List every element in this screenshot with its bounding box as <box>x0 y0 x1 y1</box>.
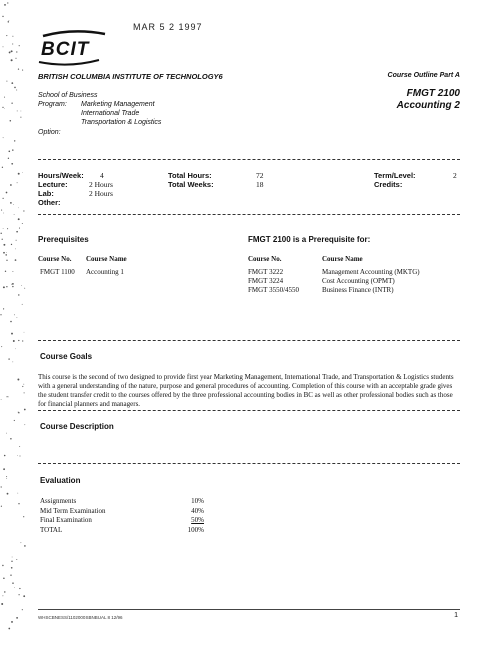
scan-speck <box>12 557 13 558</box>
evaluation-labels <box>40 497 105 535</box>
scan-speck <box>20 117 21 118</box>
eval-label-3: Final Examination <box>40 516 92 524</box>
scan-speck <box>1 346 2 347</box>
scan-speck <box>14 587 15 588</box>
scan-speck <box>6 433 7 434</box>
divider <box>38 214 460 215</box>
scan-speck <box>11 284 12 285</box>
scan-speck <box>11 50 13 52</box>
scan-speck <box>0 233 1 234</box>
credits-label: Credits: <box>374 180 403 189</box>
scan-speck <box>13 340 15 342</box>
scan-speck <box>1 486 2 487</box>
prereq-for-name-3: Business Finance (INTR) <box>322 286 394 294</box>
lab-value: 2 Hours <box>89 189 113 198</box>
scan-speck <box>18 218 20 220</box>
prereq-for-heading: FMGT 2100 is a Prerequisite for: <box>248 235 371 244</box>
scan-speck <box>21 285 22 286</box>
prereq-row-name: Accounting 1 <box>86 268 124 276</box>
scan-speck <box>8 628 10 630</box>
scan-speck <box>8 397 9 398</box>
scan-speck <box>6 35 7 36</box>
scan-speck <box>18 294 19 295</box>
scan-speck <box>3 198 4 199</box>
scan-speck <box>11 82 13 84</box>
hours-week: 4 <box>100 171 104 180</box>
scan-speck <box>9 51 11 53</box>
prerequisites-heading: Prerequisites <box>38 235 89 244</box>
footer-code: WHSCBNESS/1102000SBNBUAL 8 12/96 <box>38 615 123 620</box>
scan-speck <box>16 51 17 52</box>
prereq-row-no: FMGT 1100 <box>40 268 75 276</box>
scan-speck <box>6 81 7 82</box>
scan-speck <box>11 59 13 61</box>
scan-speck <box>14 140 15 141</box>
scan-speck <box>18 68 19 69</box>
course-title: Accounting 2 <box>396 100 460 111</box>
svg-text:BCIT: BCIT <box>41 39 90 60</box>
scan-speck <box>23 210 24 211</box>
scan-speck <box>14 314 15 315</box>
total-weeks: 18 <box>256 180 264 189</box>
scan-speck <box>1 506 2 507</box>
scan-speck <box>7 228 8 229</box>
eval-label-4: TOTAL <box>40 525 63 534</box>
scan-speck <box>12 271 13 272</box>
scan-speck <box>1 399 2 400</box>
scan-speck <box>4 108 5 109</box>
scan-speck <box>24 332 25 333</box>
scan-speck <box>10 184 12 186</box>
scan-speck <box>8 21 9 22</box>
scan-speck <box>17 182 18 183</box>
scan-speck <box>6 192 8 194</box>
prereq-for-names <box>322 268 420 295</box>
scan-speck <box>10 202 12 204</box>
eval-value-2: 40% <box>191 506 204 515</box>
scan-speck <box>11 621 13 623</box>
scan-speck <box>18 412 19 413</box>
prereq-for-col-no: Course No. <box>248 255 282 263</box>
scan-speck <box>2 595 3 596</box>
scan-speck <box>7 493 9 495</box>
term-labels <box>374 171 416 189</box>
hours-values <box>89 171 113 198</box>
term-label: Term/Level: <box>374 171 416 180</box>
scan-speck <box>2 167 3 168</box>
school-label: School of Business <box>38 92 98 99</box>
scan-speck <box>16 240 17 241</box>
scan-speck <box>22 304 23 305</box>
scan-speck <box>3 244 5 246</box>
scan-speck <box>22 386 23 387</box>
eval-label-1: Assignments <box>40 497 77 505</box>
scan-speck <box>23 516 24 517</box>
scan-speck <box>10 575 11 576</box>
scan-speck <box>5 271 6 272</box>
prereq-for-no-3: FMGT 3550/4550 <box>248 286 300 294</box>
course-goals-heading: Course Goals <box>40 352 93 361</box>
prereq-for-name-2: Cost Accounting (OPMT) <box>322 277 395 285</box>
scan-speck <box>22 609 23 610</box>
scan-speck <box>14 87 16 89</box>
scan-speck <box>22 340 23 341</box>
scan-speck <box>3 252 5 254</box>
scan-speck <box>6 252 7 253</box>
scan-speck <box>12 286 13 287</box>
course-description-heading: Course Description <box>40 422 114 431</box>
scan-speck <box>6 476 7 477</box>
scan-speck <box>20 456 21 457</box>
lab-label: Lab: <box>38 189 54 198</box>
received-stamp: MAR 5 2 1997 <box>133 22 203 32</box>
evaluation-heading: Evaluation <box>40 476 81 485</box>
program-3: Transportation & Logistics <box>81 119 162 126</box>
scan-speck <box>6 260 7 261</box>
prereq-for-name-1: Management Accounting (MKTG) <box>322 268 420 276</box>
divider <box>38 340 460 341</box>
total-labels <box>168 171 214 189</box>
divider <box>38 410 460 411</box>
scan-speck <box>8 358 9 359</box>
scan-speck <box>10 120 12 122</box>
scan-noise <box>0 0 30 647</box>
prereq-for-no-2: FMGT 3224 <box>248 277 284 285</box>
scan-speck <box>19 446 20 447</box>
scan-speck <box>24 424 25 425</box>
scan-speck <box>3 308 4 309</box>
scan-speck <box>4 455 6 457</box>
scan-speck <box>12 283 14 285</box>
scan-speck <box>17 493 18 494</box>
scan-speck <box>18 207 19 208</box>
footer-rule <box>38 609 460 610</box>
institute-name: BRITISH COLUMBIA INSTITUTE OF TECHNOLOGY6 <box>38 72 223 81</box>
scan-speck <box>3 46 4 47</box>
program-1: Marketing Management <box>81 101 155 108</box>
scan-speck <box>13 204 14 205</box>
course-header <box>397 88 460 112</box>
scan-speck <box>4 4 6 6</box>
prereq-col-no: Course No. <box>38 255 72 263</box>
scan-speck <box>16 617 18 619</box>
lecture-label: Lecture: <box>38 180 68 189</box>
total-hours: 72 <box>256 171 264 180</box>
scan-speck <box>23 595 25 597</box>
scan-speck <box>19 45 20 46</box>
scan-speck <box>24 288 25 289</box>
scan-speck <box>8 158 9 159</box>
scan-speck <box>2 107 3 108</box>
scan-speck <box>2 565 3 566</box>
scan-speck <box>12 36 13 37</box>
scan-speck <box>11 244 12 245</box>
divider <box>38 159 460 160</box>
lecture-value: 2 Hours <box>89 180 113 189</box>
scan-speck <box>14 420 15 421</box>
scan-speck <box>5 254 7 256</box>
scan-speck <box>4 591 5 592</box>
scan-speck <box>1 210 2 211</box>
school-block <box>38 91 161 137</box>
scan-speck <box>6 478 7 479</box>
scan-speck <box>10 321 12 323</box>
evaluation-values <box>178 497 204 535</box>
scan-speck <box>11 103 12 104</box>
scan-speck <box>16 90 17 91</box>
scan-speck <box>15 259 17 261</box>
scan-speck <box>22 172 23 173</box>
bcit-logo <box>33 30 113 66</box>
scan-speck <box>17 455 18 456</box>
scan-speck <box>12 149 13 150</box>
scan-speck <box>15 249 16 250</box>
scan-speck <box>22 70 23 71</box>
prereq-for-col-name: Course Name <box>322 255 363 263</box>
scan-speck <box>7 396 8 397</box>
scan-speck <box>19 588 20 589</box>
scan-speck <box>2 239 3 240</box>
total-hours-label: Total Hours: <box>168 171 212 180</box>
divider <box>38 463 460 464</box>
prereq-for-no-1: FMGT 3222 <box>248 268 284 276</box>
scan-speck <box>3 228 4 229</box>
scan-speck <box>18 503 19 504</box>
scan-speck <box>21 111 22 112</box>
scan-speck <box>1 603 3 605</box>
scan-speck <box>11 561 12 562</box>
scan-speck <box>24 545 26 547</box>
scan-speck <box>24 409 26 411</box>
scan-speck <box>11 567 13 569</box>
scan-speck <box>15 348 16 349</box>
scan-speck <box>18 173 20 175</box>
prereq-col-name: Course Name <box>86 255 127 263</box>
scan-speck <box>3 213 4 214</box>
scan-speck <box>22 223 23 224</box>
scan-speck <box>7 2 8 3</box>
scan-speck <box>21 542 22 543</box>
scan-speck <box>15 58 16 59</box>
scan-speck <box>9 20 10 21</box>
scan-speck <box>18 340 19 341</box>
scan-speck <box>3 468 5 470</box>
scan-speck <box>23 384 24 385</box>
total-weeks-label: Total Weeks: <box>168 180 214 189</box>
scan-speck <box>12 362 13 363</box>
scan-speck <box>0 314 1 315</box>
total-values <box>256 171 264 189</box>
scan-speck <box>3 286 5 288</box>
course-code: FMGT 2100 <box>406 88 460 99</box>
scan-speck <box>2 16 3 17</box>
eval-value-4: 100% <box>187 525 204 534</box>
scan-speck <box>19 228 20 229</box>
scan-speck <box>3 578 5 580</box>
scan-speck <box>4 97 5 98</box>
other-label: Other: <box>38 198 61 207</box>
scan-speck <box>6 286 7 287</box>
scan-speck <box>17 110 18 111</box>
scan-speck <box>11 163 13 165</box>
term-value: 2 <box>453 171 457 180</box>
scan-speck <box>24 392 25 393</box>
hours-labels <box>38 171 84 207</box>
scan-speck <box>10 438 12 440</box>
course-goals-text: This course is the second of two designed to provide first year Marketing Management, International Trade, and Transportation & Logistics students with a general understanding of the nature, purpose and general procedures of accounting. Completion of this course with an acceptable grade gives the student transfer credit to the courses offered by the three professional accounting bodies in BC as well as other professional bodies such as those for financial planners and managers. <box>38 373 454 408</box>
scan-speck <box>16 231 18 233</box>
program-2: International Trade <box>81 110 140 117</box>
scan-speck <box>11 333 13 335</box>
scan-speck <box>18 594 19 595</box>
scan-speck <box>3 137 4 138</box>
scan-speck <box>17 317 18 318</box>
scan-speck <box>17 379 19 381</box>
scan-speck <box>12 582 14 584</box>
form-type: Course Outline Part A <box>387 72 460 79</box>
scan-speck <box>12 43 13 44</box>
scan-speck <box>8 150 10 152</box>
scan-speck <box>16 559 17 560</box>
eval-label-2: Mid Term Examination <box>40 506 106 515</box>
hours-week-label: Hours/Week: <box>38 171 84 180</box>
prereq-for-nos <box>248 268 299 295</box>
program-label: Program: <box>38 101 67 108</box>
eval-value-3: 50% <box>191 516 204 524</box>
page-number: 1 <box>454 612 458 619</box>
scan-speck <box>14 214 15 215</box>
option-label: Option: <box>38 129 61 136</box>
eval-value-1: 10% <box>191 497 204 505</box>
